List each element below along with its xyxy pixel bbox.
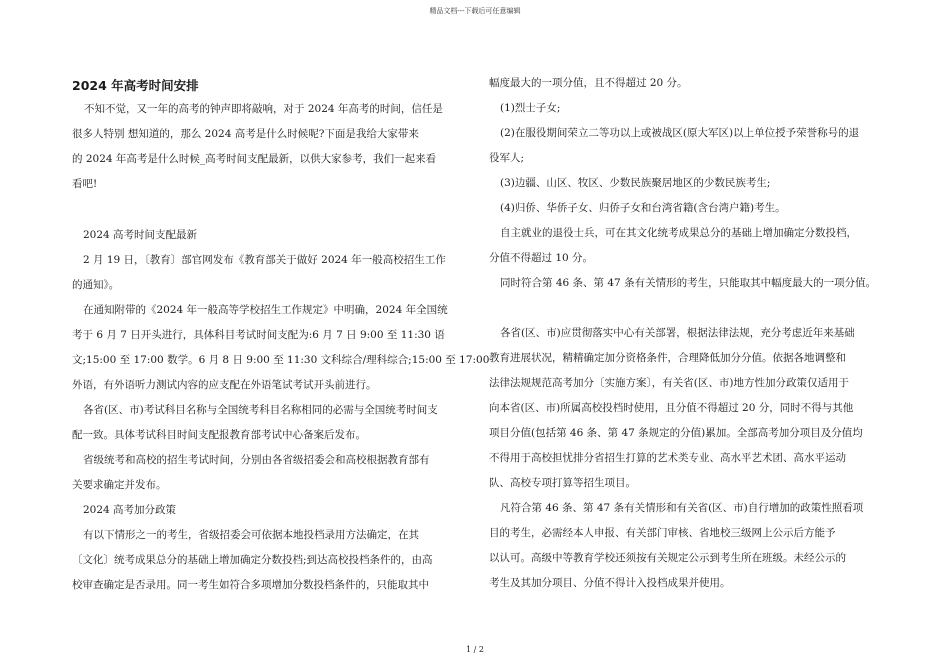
paragraph-line: 不得用于高校担忧排分省招生打算的艺术类专业、高水平艺术团、高水平运动 (489, 452, 846, 464)
page-header: 精品文档---下载后可任意编辑 (429, 7, 521, 15)
list-item: (3)边疆、山区、牧区、少数民族聚居地区的少数民族考生; (500, 177, 771, 189)
paragraph-line: 很多人特别 想知道的，那么 2024 高考是什么时候呢?下面是我给大家带来 (72, 128, 419, 140)
paragraph-line: 校审查确定是否录用。同一考生如符合多项增加分数投档条件的，只能取其中 (72, 579, 429, 591)
paragraph-line: 以认可。高级中等教育学校还须按有关规定公示到考生所在班级。未经公示的 (489, 552, 846, 564)
paragraph-line: 目的考生，必需经本人申报、有关部门审核、省地校三级网上公示后方能予 (489, 527, 836, 539)
paragraph-line: 向本省(区、市)所属高校投档时使用，且分值不得超过 20 分，同时不得与其他 (489, 402, 854, 414)
paragraph-line: 有以下情形之一的考生，省级招委会可依据本地投档录用方法确定，在其 (83, 529, 419, 541)
paragraph-line: 不知不觉，又一年的高考的钟声即将敲响，对于 2024 年高考的时间，信任是 (84, 103, 443, 115)
section-heading: 2024 高考加分政策 (83, 504, 177, 516)
list-item: 役军人; (489, 152, 525, 164)
paragraph-line: 省级统考和高校的招生考试时间，分别由各省级招委会和高校根据教育部有 (83, 454, 430, 466)
paragraph-line: 各省(区、市)考试科目名称与全国统考科目名称相同的必需与全国统考时间支 (83, 404, 438, 416)
paragraph-line: 凡符合第 46 条、第 47 条有关情形和有关省(区、市)自行增加的政策性照看项 (500, 502, 864, 514)
paragraph-line: 各省(区、市)应贯彻落实中心有关部署，根据法律法规，充分考虑近年来基础 (500, 327, 855, 339)
paragraph-line: 考生及其加分项目、分值不得计入投档成果并使用。 (489, 577, 731, 589)
list-item: (1)烈士子女; (500, 102, 561, 114)
paragraph-line: 法律法规规范高考加分〔实施方案〕，有关省(区、市)地方性加分政策仅适用于 (489, 377, 849, 389)
paragraph-line: 项目分值(包括第 46 条、第 47 条规定的分值)累加。全部高考加分项目及分值均 (489, 427, 863, 439)
paragraph-line: 考于 6 月 7 日开头进行，具体科目考试时间支配为:6 月 7 日 9:00 至 11:30 语 (72, 329, 445, 341)
paragraph-line: 2 月 19 日，〔教育〕部官网发布《教育部关于做好 2024 年一般高校招生工作 (83, 254, 446, 266)
paragraph-line: 队、高校专项打算等招生项目。 (489, 477, 636, 489)
paragraph-line: 的通知》。 (72, 279, 120, 291)
paragraph-line: 〔文化〕统考成果总分的基础上增加确定分数投档;到达高校投档条件的，由高 (72, 554, 433, 566)
paragraph-line: 文;15:00 至 17:00 数学。6 月 8 日 9:00 至 11:30 文科综合/理科综合;15:00 至 17:00 (72, 354, 490, 366)
list-item: (2)在服役期间荣立二等功以上或被战区(原大军区)以上单位授予荣誉称号的退 (500, 127, 860, 139)
paragraph-line: 幅度最大的一项分值，且不得超过 20 分。 (489, 77, 688, 89)
paragraph-line: 同时符合第 46 条、第 47 条有关情形的考生，只能取其中幅度最大的一项分值。 (500, 277, 877, 289)
list-item: (4)归侨、华侨子女、归侨子女和台湾省籍(含台湾户籍)考生。 (500, 202, 786, 214)
paragraph-line: 配一致。具体考试科目时间支配报教育部考试中心备案后发布。 (72, 429, 366, 441)
paragraph-line: 看吧! (72, 178, 98, 190)
paragraph-line: 的 2024 年高考是什么时候_高考时间支配最新，以供大家参考，我们一起来看 (72, 153, 437, 165)
paragraph-line: 自主就业的退役士兵，可在其文化统考成果总分的基础上增加确定分数投档， (500, 227, 857, 239)
document-title: 2024 年高考时间安排 (72, 78, 199, 93)
section-heading: 2024 高考时间支配最新 (83, 229, 198, 241)
paragraph-line: 关要求确定并发布。 (72, 479, 167, 491)
paragraph-line: 教育进展状况，精精确定加分资格条件，合理降低加分分值。依据各地调整和 (489, 352, 846, 364)
page-number: 1 / 2 (466, 645, 484, 654)
paragraph-line: 外语，有外语听力测试内容的应支配在外语笔试考试开头前进行。 (72, 379, 377, 391)
paragraph-line: 在通知附带的《2024 年一般高等学校招生工作规定》中明确，2024 年全国统 (83, 304, 448, 316)
paragraph-line: 分值不得超过 10 分。 (489, 252, 594, 264)
